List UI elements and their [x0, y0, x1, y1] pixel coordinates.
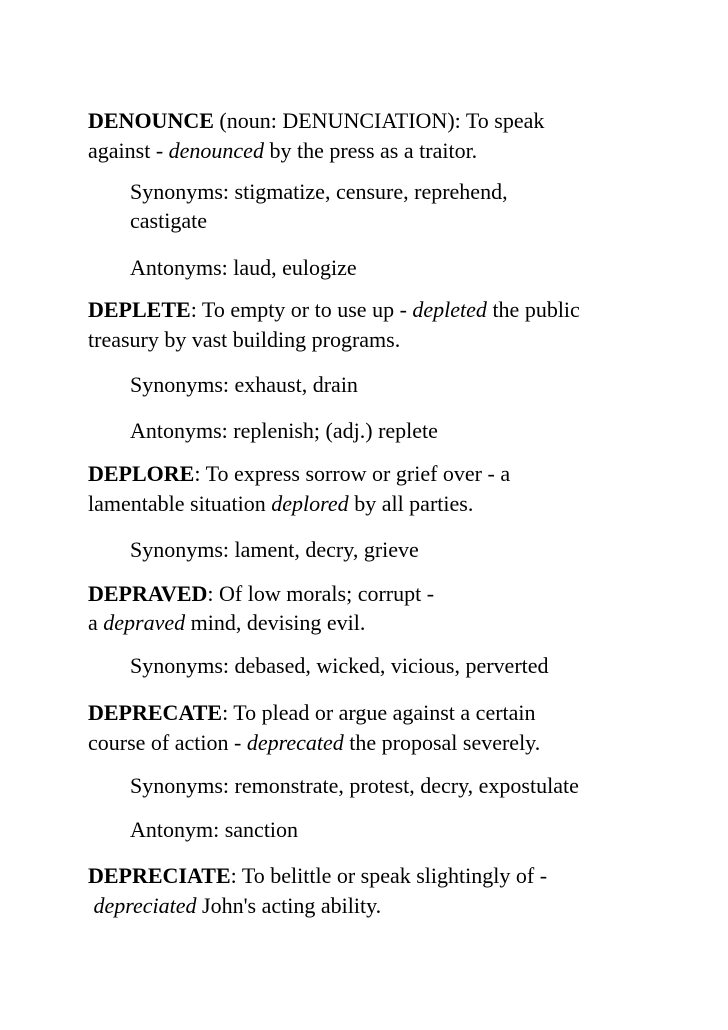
- example-word: denounced: [168, 138, 264, 163]
- term-depreciate: DEPRECIATE: [88, 863, 231, 888]
- entry-depreciate-definition-line-2: [88, 891, 381, 921]
- entry-denounce-antonyms: Antonyms: laud, eulogize: [130, 255, 357, 280]
- definition-text: by all parties.: [348, 491, 474, 516]
- definition-text: lamentable situation: [88, 491, 272, 516]
- entry-deprecate-synonyms: Synonyms: remonstrate, protest, decry, expostulate: [130, 773, 579, 798]
- term-denounce: DENOUNCE: [88, 108, 214, 133]
- example-word: deplored: [271, 491, 349, 516]
- definition-text: : Of low morals; corrupt -: [207, 581, 435, 606]
- example-word: deprecated: [246, 730, 344, 755]
- entry-deplete-antonyms: Antonyms: replenish; (adj.) replete: [130, 418, 438, 443]
- definition-text: course of action -: [88, 730, 247, 755]
- entry-depreciate-definition-line-1: [88, 861, 547, 891]
- definition-text: : To empty or to use up -: [190, 297, 413, 322]
- entry-deplete-definition-line-1: [88, 295, 580, 325]
- definition-text: against -: [88, 138, 169, 163]
- entry-deplete-definition-line-2: treasury by vast building programs.: [88, 327, 401, 352]
- entry-depraved-definition-line-1: [88, 579, 434, 609]
- entry-deprecate-antonyms: Antonym: sanction: [130, 817, 299, 842]
- entry-deplore-definition-line-1: [88, 459, 510, 489]
- definition-text: John's acting ability.: [196, 893, 382, 918]
- example-word: depleted: [412, 297, 487, 322]
- entry-depraved-synonyms: Synonyms: debased, wicked, vicious, perverted: [130, 653, 549, 678]
- definition-text: : To plead or argue against a certain: [222, 700, 536, 725]
- entry-denounce-synonyms-line-2: castigate: [130, 208, 207, 233]
- term-depraved: DEPRAVED: [88, 581, 208, 606]
- entry-depraved-definition-line-2: [88, 608, 365, 638]
- entry-deprecate-definition-line-1: [88, 698, 536, 728]
- entry-deplete-synonyms: Synonyms: exhaust, drain: [130, 372, 358, 397]
- term-deplore: DEPLORE: [88, 461, 195, 486]
- example-word: depraved: [103, 610, 186, 635]
- entry-deprecate-definition-line-2: [88, 728, 540, 758]
- definition-text: the proposal severely.: [343, 730, 541, 755]
- definition-text: the public: [486, 297, 580, 322]
- definition-text: a: [88, 610, 104, 635]
- entry-deplore-synonyms: Synonyms: lament, decry, grieve: [130, 537, 419, 562]
- term-deprecate: DEPRECATE: [88, 700, 223, 725]
- example-word: depreciated: [93, 893, 197, 918]
- definition-text: : To belittle or speak slightingly of -: [230, 863, 548, 888]
- entry-denounce-synonyms-line-1: Synonyms: stigmatize, censure, reprehend,: [130, 179, 508, 204]
- entry-denounce-definition-line-2: [88, 136, 477, 166]
- definition-text: mind, devising evil.: [185, 610, 366, 635]
- definition-text: by the press as a traitor.: [263, 138, 478, 163]
- definition-text: : To express sorrow or grief over - a: [194, 461, 511, 486]
- entry-deplore-definition-line-2: [88, 489, 473, 519]
- entry-denounce-definition-line-1: [88, 106, 544, 136]
- term-deplete: DEPLETE: [88, 297, 191, 322]
- definition-text: (noun: DENUNCIATION): To speak: [213, 108, 545, 133]
